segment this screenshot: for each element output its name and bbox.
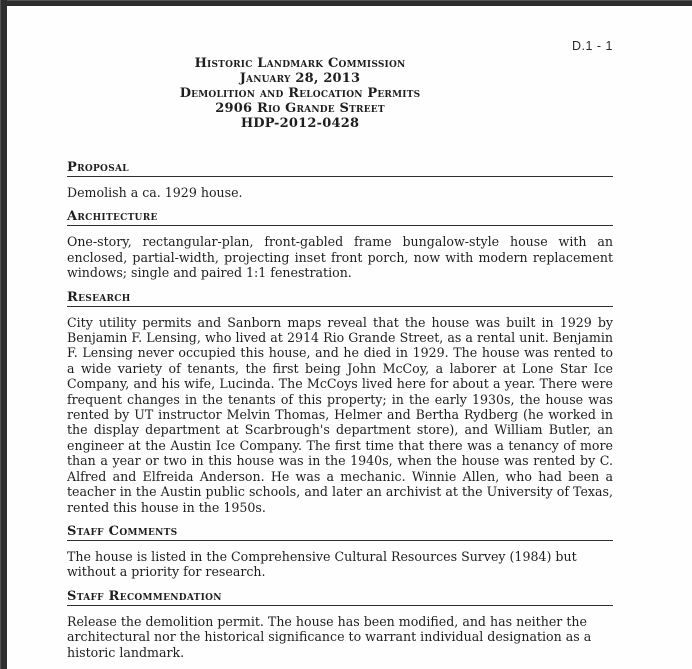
section-heading-staff-comments: Staff Comments: [67, 525, 613, 541]
title-line-commission: Historic Landmark Commission: [194, 56, 406, 71]
title-line-case-number: HDP-2012-0428: [240, 116, 360, 131]
title-line-address: 2906 Rio Grande Street: [215, 101, 385, 116]
section-research: [67, 291, 613, 515]
section-staff-comments: [67, 525, 613, 580]
section-architecture: [67, 210, 613, 280]
title-line-date: January 28, 2013: [239, 71, 361, 86]
document-body: [67, 161, 613, 660]
section-text-architecture: One-story, rectangular-plan, front-gabled frame bungalow-style house with an enclosed, partial-width, projecting inset front porch, now with modern replacement windows; single and paired 1:1 fenestration.: [67, 234, 613, 281]
title-line-permits: Demolition and Relocation Permits: [179, 86, 421, 101]
section-text-proposal: Demolish a ca. 1929 house.: [67, 185, 243, 200]
section-text-research: City utility permits and Sanborn maps reveal that the house was built in 1929 by Benjamin F. Lensing, who lived at 2914 Rio Grande Street, as a rental unit. Benjamin F. Lensing never occupied this house, and he died in 1929. The house was rented to a wide variety of tenants, the first being John McCoy, a laborer at Lone Star Ice Company, and his wife, Lucinda. The McCoys lived here for about a year. There were frequent changes in the tenants of this property; in the early 1930s, the house was rented by UT instructor Melvin Thomas, Helmer and Bertha Rydberg (he worked in the display department at Scarbrough's department store), and William Butler, an engineer at the Austin Ice Company. The first time that there was a tenancy of more than a year or two in this house was in the 1940s, when the house was rented by C. Alfred and Elfreida Anderson. He was a mechanic. Winnie Allen, who had been a teacher in the Austin public schools, and later an archivist at the University of Texas, rented this house in the 1950s.: [67, 314, 613, 515]
section-heading-architecture: Architecture: [67, 210, 613, 226]
section-staff-recommendation: [67, 590, 613, 660]
section-text-staff-comments: The house is listed in the Comprehensive Cultural Resources Survey (1984) but without a priority for research.: [67, 548, 577, 580]
section-proposal: [67, 161, 613, 200]
document-page: [7, 6, 692, 669]
section-heading-staff-recommendation: Staff Recommendation: [67, 590, 613, 606]
scan-edge-left: [0, 0, 7, 669]
section-heading-proposal: Proposal: [67, 161, 613, 177]
document-title-block: [67, 56, 533, 131]
page-number-label: D.1 - 1: [571, 39, 613, 53]
section-text-staff-recommendation: Release the demolition permit. The house has been modified, and has neither the architectural nor the historical significance to warrant individual designation as a historic landmark.: [67, 613, 592, 660]
section-heading-research: Research: [67, 291, 613, 307]
